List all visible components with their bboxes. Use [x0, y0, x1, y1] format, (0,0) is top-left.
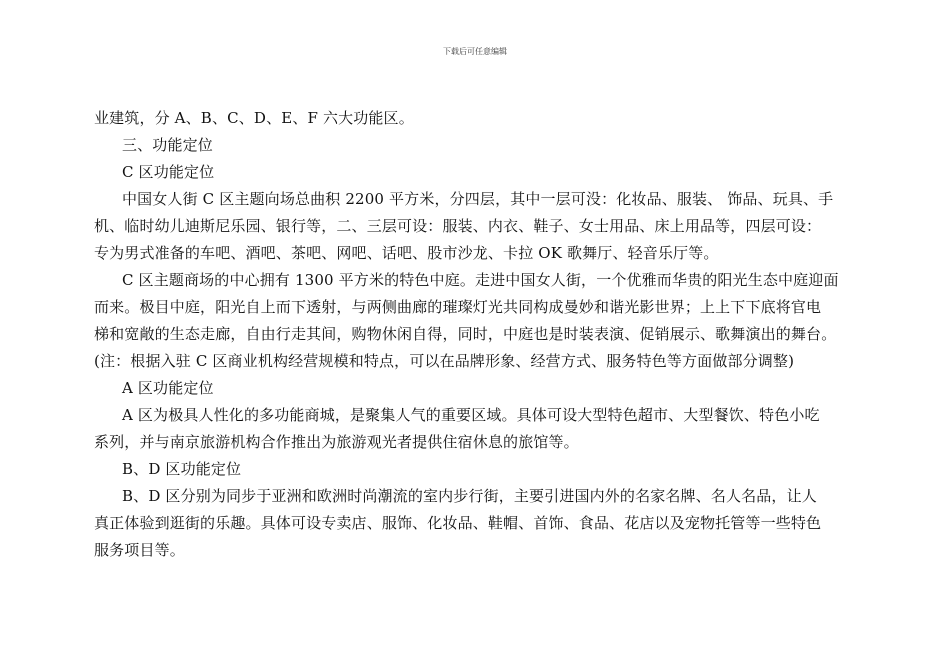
paragraph-line: 真正体验到逛街的乐趣。具体可设专卖店、服饰、化妆品、鞋帽、首饰、食品、花店以及宠物托管等一些特色 [94, 514, 822, 532]
note-line: (注：根据入驻 C 区商业机构经营规模和特点，可以在品牌形象、经营方式、服务特色等方面做部分调整) [94, 352, 795, 370]
document-body [94, 105, 864, 564]
page-header: 下载后可任意编辑 [443, 47, 507, 56]
paragraph-line: 中国女人街 C 区主题向场总曲积 2200 平方米，分四层，其中一层可没：化妆品、服装、 饰品、玩具、手 [122, 190, 834, 208]
subsection-heading-c: C 区功能定位 [122, 163, 215, 181]
section-heading: 三、功能定位 [122, 136, 213, 154]
paragraph-line: 而来。极目中庭，阳光自上而下透射，与两侧曲廊的璀璨灯光共同构成曼妙和谐光影世界；上上下下底将官电 [94, 298, 822, 316]
paragraph-line: 机、临时幼儿迪斯尼乐园、银行等，二、三层可设：服装、内衣、鞋子、女士用品、床上用品等，四层可设： [94, 217, 822, 235]
paragraph-line: 系列，并与南京旅游机构合作推出为旅游观光者提供住宿休息的旅馆等。 [94, 433, 579, 451]
subsection-heading-bd: B、D 区功能定位 [122, 460, 242, 478]
subsection-heading-a: A 区功能定位 [122, 379, 214, 397]
paragraph-line: C 区主题商场的中心拥有 1300 平方米的特色中庭。走进中国女人街，一个优雅而华贵的阳光生态中庭迎面 [122, 271, 839, 289]
paragraph-line: 梯和宽敞的生态走廊，自由行走其间，购物休闲自得，同时，中庭也是时装表演、促销展示、歌舞演出的舞台。 [94, 325, 837, 343]
paragraph-line: B、D 区分别为同步于亚洲和欧洲时尚潮流的室内步行街，主要引进国内外的名家名牌、名人名品，让人 [122, 487, 817, 505]
paragraph-line: 业建筑，分 A、B、C、D、E、F 六大功能区。 [94, 109, 414, 127]
paragraph-line: 服务项目等。 [94, 541, 185, 559]
paragraph-line: A 区为极具人性化的多功能商城，是聚集人气的重要区域。具体可设大型特色超市、大型餐饮、特色小吃 [122, 406, 820, 424]
paragraph-line: 专为男式准备的车吧、酒吧、茶吧、网吧、话吧、股市沙龙、卡拉 OK 歌舞厅、轻音乐厅等。 [94, 244, 719, 262]
